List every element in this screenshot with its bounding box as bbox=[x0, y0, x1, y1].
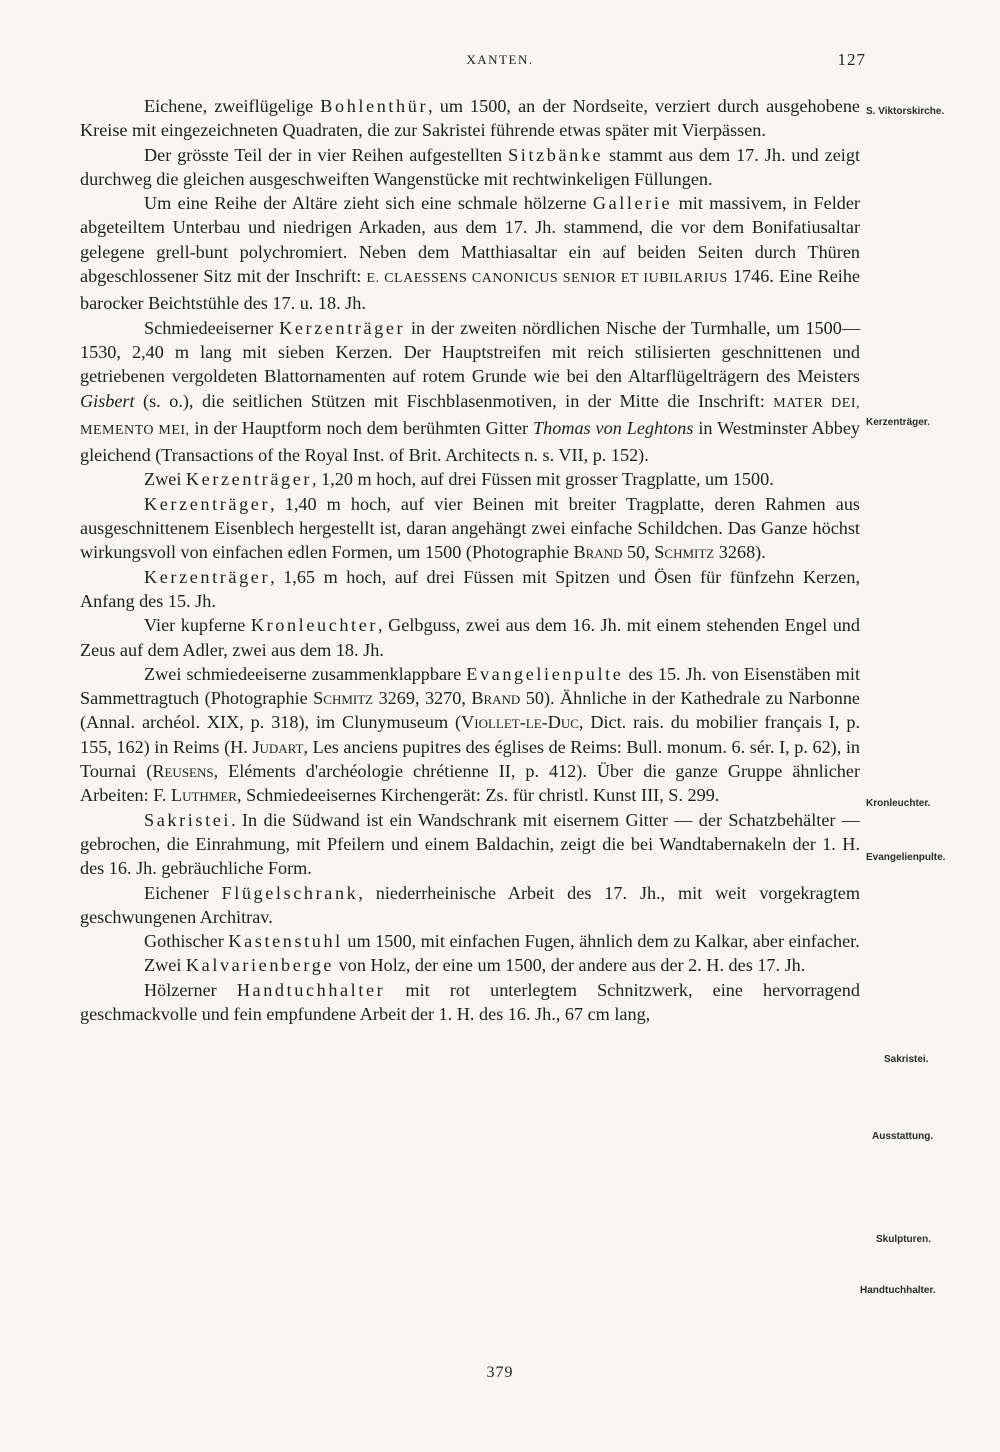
paragraph-kalvarienberge: Zwei Kalvarienberge von Holz, der eine um 1500, der andere aus der 2. H. des 17. Jh. bbox=[144, 955, 806, 976]
signature-mark: 379 bbox=[486, 1364, 514, 1381]
term-gallerie: Gallerie bbox=[592, 193, 673, 214]
paragraph-kerzentraeger-3: Kerzenträger, 1,40 m hoch, auf vier Beinen mit breiter Tragplatte, deren Rahmen aus ausgeschnittenem Eisenblech hergestellt ist, daran angehängt zwei einfache Schildchen. Das Ganze höchst wirkungsvoll von einfachen edlen Formen, um 1500 (Photographie Brand 50, Schmitz 3268). bbox=[80, 493, 860, 563]
paragraph-kerzentraeger-4: Kerzenträger, 1,65 m hoch, auf drei Füssen mit Spitzen und Ösen für fünfzehn Kerzen, Anfang des 15. Jh. bbox=[80, 566, 860, 611]
term-kerzentraeger: Kerzenträger bbox=[279, 317, 406, 338]
margin-note-handtuchhalter: Handtuchhalter. bbox=[860, 1285, 936, 1296]
inscription-claessens: E. CLAESSENS CANONICUS SENIOR ET IUBILARIUS bbox=[366, 271, 728, 287]
margin-note-sakristei: Sakristei. bbox=[884, 1054, 929, 1065]
margin-note-kerzentraeger: Kerzenträger. bbox=[866, 417, 930, 428]
paragraph-handtuchhalter: Hölzerner Handtuchhalter mit rot unterlegtem Schnitzwerk, eine hervorragend geschmackvolle und fein empfundene Arbeit der 1. H. des 16. Jh., 67 cm lang, bbox=[80, 979, 860, 1024]
inscription-mater-dei: MATER DEI, MEMENTO MEI, bbox=[80, 395, 860, 438]
paragraph-sitzbaenke: Der grösste Teil der in vier Reihen aufgestellten Sitzbänke stammt aus dem 17. Jh. und zeigt durchweg die gleichen ausgeschweiften Wangenstücke mit rechtwinkeligen Füllungen. bbox=[80, 144, 860, 189]
paragraph-sakristei: Sakristei. In die Südwand ist ein Wandschrank mit eisernem Gitter — der Schatzbehälter — gebrochen, die Einrahmung, mit Pfeilern und einem Baldachin, zeigt die bei Wandtabernakeln der 1. H. des 16. Jh. gebräuchliche Form. bbox=[80, 809, 860, 879]
paragraph-kronleuchter: Vier kupferne Kronleuchter, Gelbguss, zwei aus dem 16. Jh. mit einem stehenden Engel und Zeus auf dem Adler, zwei aus dem 18. Jh. bbox=[80, 615, 860, 660]
running-header: XANTEN. bbox=[466, 52, 534, 67]
paragraph-kerzentraeger-1: Schmiedeeiserner Kerzenträger in der zweiten nördlichen Nische der Turmhalle, um 1500—1530, 2,40 m lang mit sieben Kerzen. Der Hauptstreifen mit reich stilisierten geschnittenen und getriebenen vergoldeten Blattornamenten auf rotem Grunde wie bei den Altarflügelträgern des Meisters Gisbert (s. o.), die seitlichen Stützen mit Fischblasenmotiven, in der Mitte die Inschrift: MATER DEI, MEMENTO MEI, in der Hauptform noch dem berühmten Gitter Thomas von Leghtons in Westminster Abbey gleichend (Transactions of the Royal Inst. of Brit. Architects n. s. VII, p. 152). bbox=[80, 317, 861, 466]
paragraph-door: Eichene, zweiflügelige Bohlenthür, um 1500, an der Nordseite, verziert durch ausgehobene Kreise mit eingezeichneten Quadraten, die zur Sakristei führende etwas später mit Vierpässen. bbox=[80, 96, 860, 141]
term-sitzbaenke: Sitzbänke bbox=[508, 144, 604, 165]
page-number: 127 bbox=[837, 50, 866, 69]
paragraph-gallerie: Um eine Reihe der Altäre zieht sich eine schmale hölzerne Gallerie mit massivem, in Felder abgeteiltem Unterbau und niedrigen Arkaden, aus dem 17. Jh. stammend, die vor dem Bonifatiusaltar gelegene grell-bunt polychromiert. Neben dem Matthiasaltar ein auf beiden Seiten durch Thüren abgeschlossener Sitz mit der Inschrift: E. CLAESSENS CANONICUS SENIOR ET IUBILARIUS 1746. Eine Reihe barocker Beichtstühle des 17. u. 18. Jh. bbox=[80, 193, 860, 314]
margin-note-evangelienpulte: Evangelienpulte. bbox=[866, 852, 946, 863]
paragraph-fluegelschrank: Eichener Flügelschrank, niederrheinische Arbeit des 17. Jh., mit weit vorgekragtem geschwungenen Architrav. bbox=[80, 882, 860, 927]
margin-note-skulpturen: Skulpturen. bbox=[876, 1234, 932, 1245]
margin-note-kronleuchter: Kronleuchter. bbox=[866, 798, 931, 809]
body-text bbox=[80, 94, 860, 1026]
paragraph-kerzentraeger-2: Zwei Kerzenträger, 1,20 m hoch, auf drei Füssen mit grosser Tragplatte, um 1500. bbox=[144, 469, 774, 490]
term-bohlenthuer: Bohlenthür bbox=[320, 96, 429, 116]
paragraph-kastenstuhl: Gothischer Kastenstuhl um 1500, mit einfachen Fugen, ähnlich dem zu Kalkar, aber einfacher. bbox=[144, 931, 860, 952]
margin-note-viktorskirche: S. Viktorskirche. bbox=[866, 106, 945, 117]
paragraph-evangelienpulte: Zwei schmiedeeiserne zusammenklappbare Evangelienpulte des 15. Jh. von Eisenstäben mit Sammettragtuch (Photographie Schmitz 3269, 3270, Brand 50). Ähnliche in der Kathedrale zu Narbonne (Annal. archéol. XIX, p. 318), im Clunymuseum (Viollet-le-Duc, Dict. rais. du mobilier français I, p. 155, 162) in Reims (H. Judart, Les anciens pupitres des églises de Reims: Bull. monum. 6. sér. I, p. 62), in Tournai (Reusens, Eléments d'archéologie chrétienne II, p. 412). Über die ganze Gruppe ähnlicher Arbeiten: F. Luthmer, Schmiedeeisernes Kirchengerät: Zs. für christl. Kunst III, S. 299. bbox=[80, 663, 861, 806]
margin-note-ausstattung: Ausstattung. bbox=[872, 1131, 934, 1142]
